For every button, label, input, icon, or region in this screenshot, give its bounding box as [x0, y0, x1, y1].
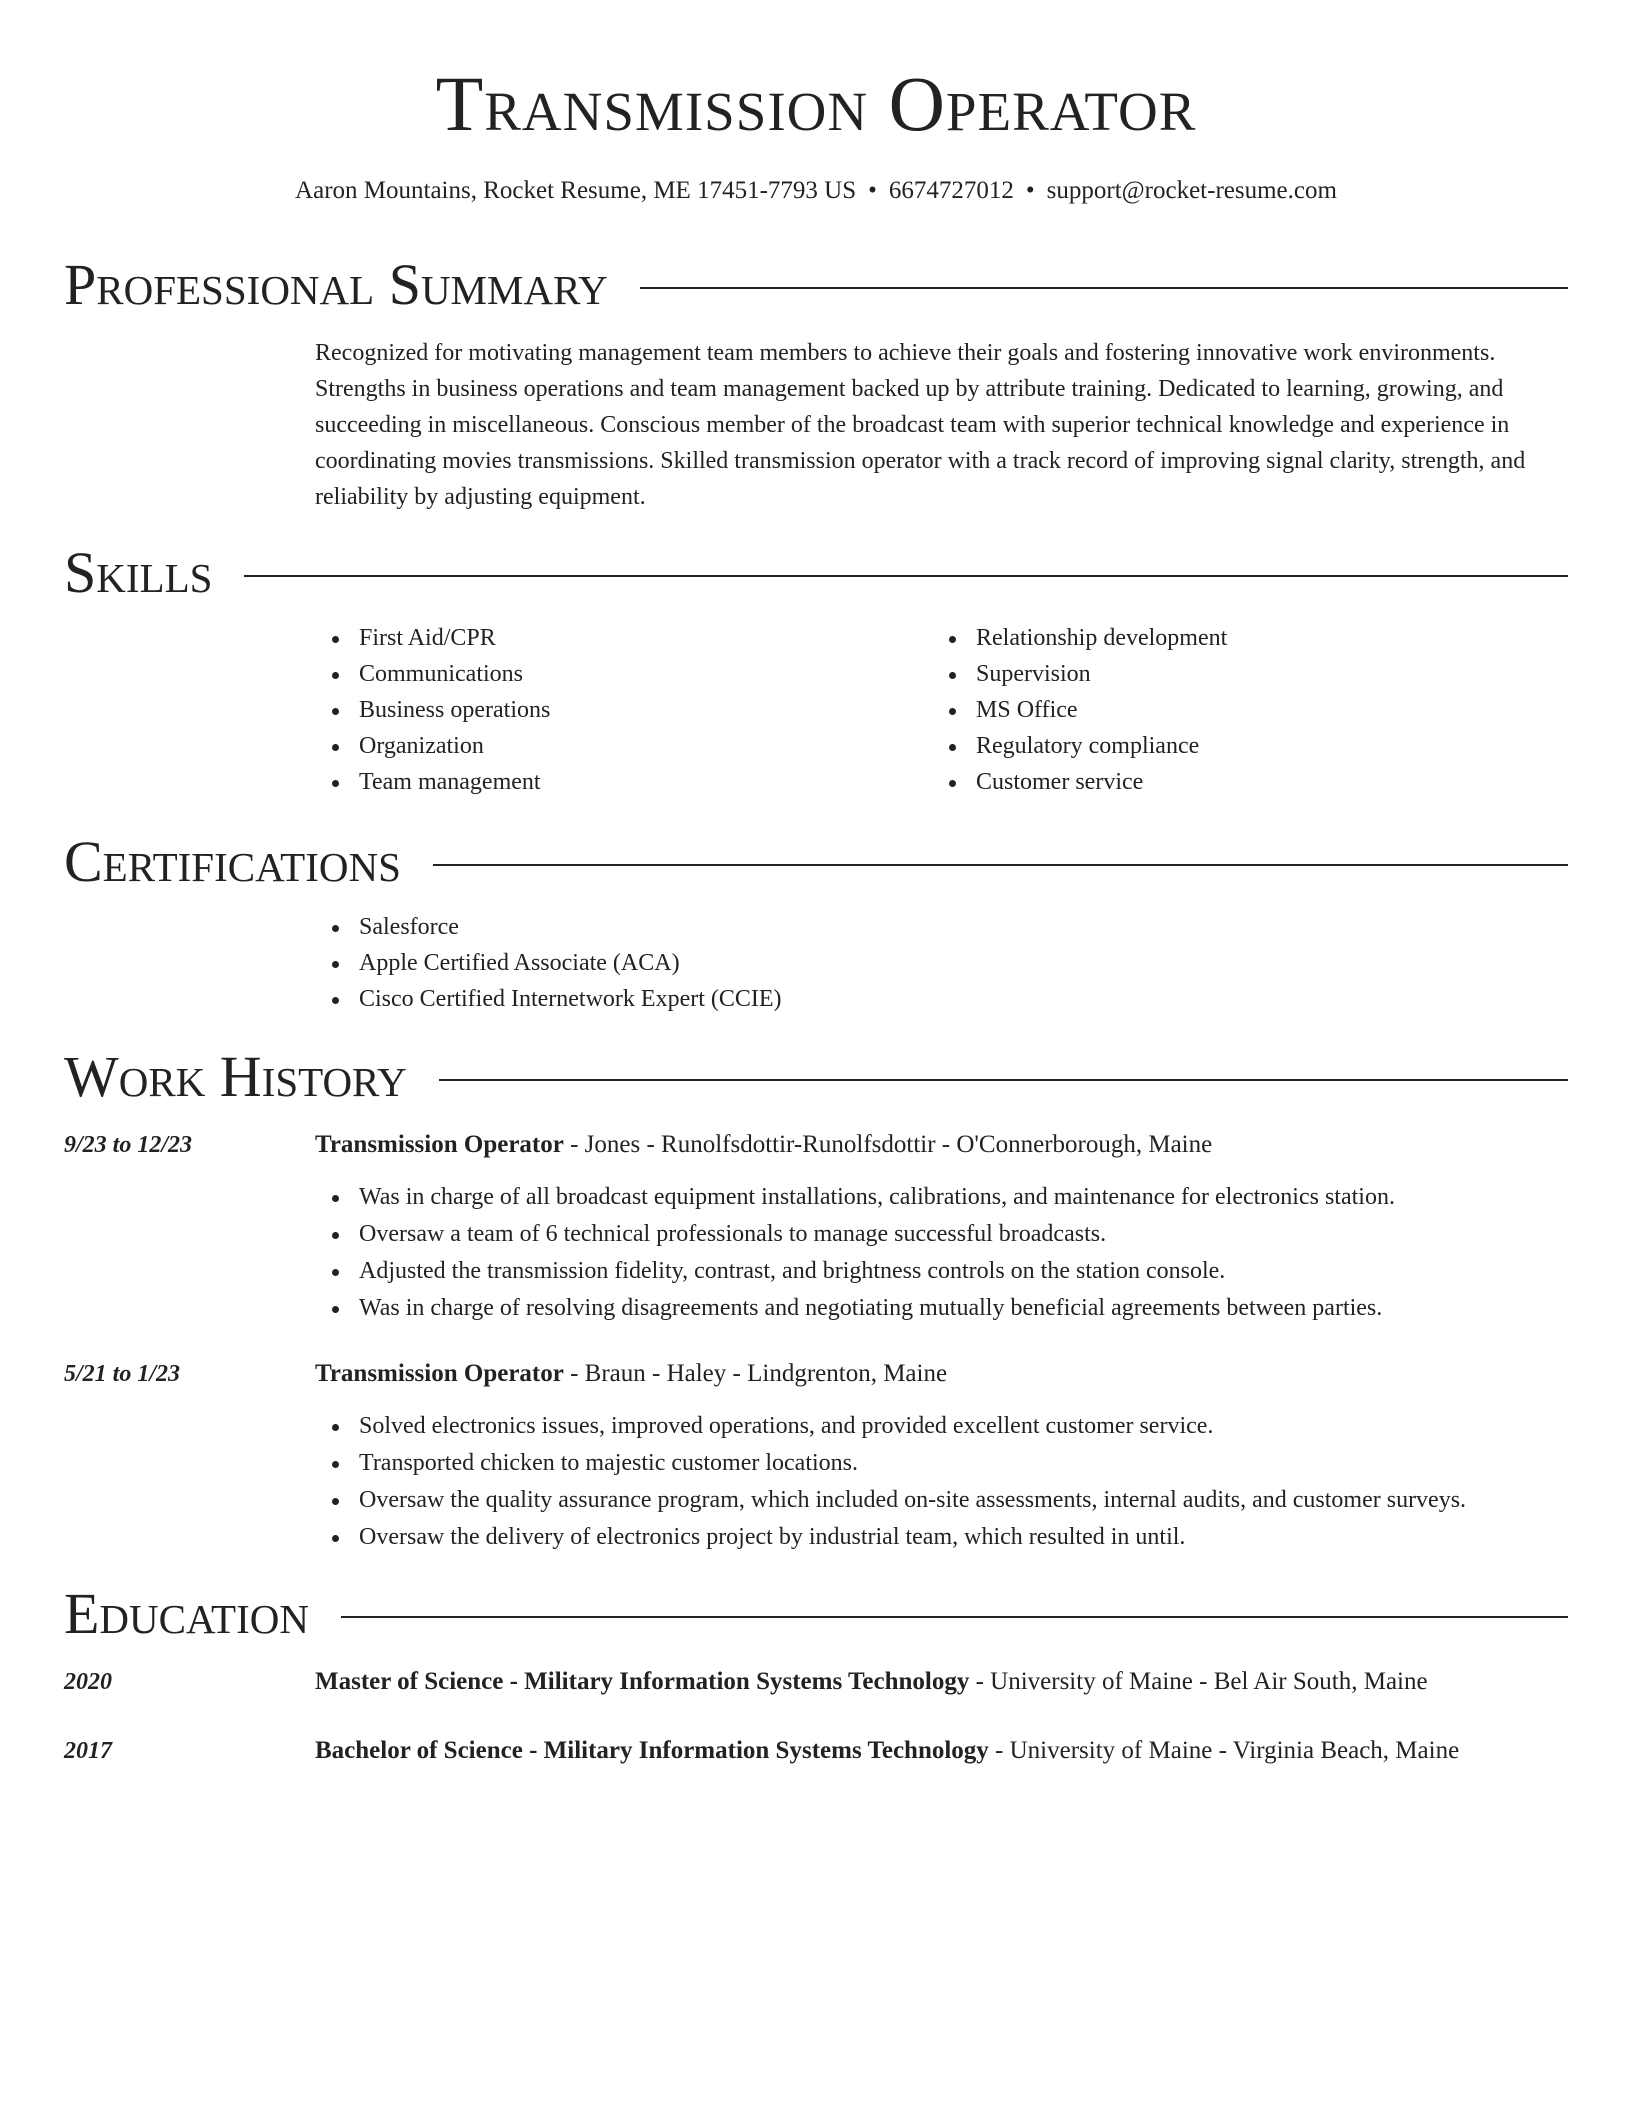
summary-text: Recognized for motivating management team members to achieve their goals and fostering innovative work environments. Strengths in business operations and team management backed up by attribute training. Dedicated to learning, growing, and succeeding in miscellaneous. Conscious member of the broadcast team with superior technical knowledge and experience in coordinating movies transmissions. Skilled transmission operator with a track record of improving signal clarity, strength, and reliability by adjusting equipment. — [315, 340, 1526, 510]
job-bullets — [315, 1408, 1568, 1556]
certifications-list — [315, 909, 1568, 1017]
job-bullet: Was in charge of all broadcast equipment installations, calibrations, and maintenance for electronics station. — [315, 1179, 1568, 1216]
education-degree: Bachelor of Science - Military Information Systems Technology — [315, 1737, 989, 1764]
section-divider — [341, 1616, 1568, 1618]
email[interactable]: support@rocket-resume.com — [1046, 177, 1337, 204]
summary-content — [315, 335, 1568, 515]
job-bullets — [315, 1179, 1568, 1327]
separator-dot: • — [868, 177, 877, 204]
section-title: Certifications — [64, 829, 401, 894]
section-divider — [244, 575, 1568, 577]
section-title: Skills — [64, 540, 213, 605]
section-divider — [433, 864, 1568, 866]
job-bullet: Was in charge of resolving disagreements and negotiating mutually beneficial agreements between parties. — [315, 1290, 1568, 1327]
education-line — [315, 1733, 1568, 1769]
certification-item: Cisco Certified Internetwork Expert (CCIE) — [315, 981, 1568, 1017]
section-title: Professional Summary — [64, 252, 608, 317]
education-details: - University of Maine - Bel Air South, Maine — [969, 1668, 1428, 1695]
skill-item: Organization — [315, 728, 932, 764]
skill-item: Customer service — [932, 764, 1549, 800]
section-divider — [640, 287, 1568, 289]
section-title: Work History — [64, 1044, 407, 1109]
job-bullet: Adjusted the transmission fidelity, contrast, and brightness controls on the station console. — [315, 1253, 1568, 1290]
job-title-line — [315, 1356, 1568, 1392]
skill-item: Communications — [315, 656, 932, 692]
certifications-section-heading — [64, 829, 1568, 894]
certification-item: Apple Certified Associate (ACA) — [315, 945, 1568, 981]
skills-list — [315, 620, 1568, 800]
summary-section-heading — [64, 252, 1568, 317]
skill-item: Supervision — [932, 656, 1549, 692]
certification-item: Salesforce — [315, 909, 1568, 945]
education-line — [315, 1664, 1568, 1700]
skill-item: Business operations — [315, 692, 932, 728]
education-year: 2020 — [64, 1669, 112, 1695]
section-divider — [439, 1079, 1568, 1081]
work-history-section-heading — [64, 1044, 1568, 1109]
phone: 6674727012 — [888, 177, 1014, 204]
job-dates: 5/21 to 1/23 — [64, 1361, 181, 1387]
job-dates: 9/23 to 12/23 — [64, 1132, 193, 1158]
section-title: Education — [64, 1581, 309, 1646]
job-details: - Jones - Runolfsdottir-Runolfsdottir - O'Connerborough, Maine — [563, 1131, 1213, 1158]
skills-column-right — [932, 620, 1549, 800]
skill-item: MS Office — [932, 692, 1549, 728]
skills-column-left — [315, 620, 932, 800]
job-details: - Braun - Haley - Lindgrenton, Maine — [563, 1360, 948, 1387]
address: Aaron Mountains, Rocket Resume, ME 17451-7793 US — [295, 177, 857, 204]
skill-item: Regulatory compliance — [932, 728, 1549, 764]
skill-item: First Aid/CPR — [315, 620, 932, 656]
education-section-heading — [64, 1581, 1568, 1646]
separator-dot: • — [1025, 177, 1035, 204]
job-bullet: Oversaw the quality assurance program, which included on-site assessments, internal audits, and customer surveys. — [315, 1482, 1568, 1519]
job-bullet: Solved electronics issues, improved operations, and provided excellent customer service. — [315, 1408, 1568, 1445]
job-bullet: Oversaw the delivery of electronics project by industrial team, which resulted in until. — [315, 1519, 1568, 1556]
candidate-name: Transmission Operator — [435, 60, 1197, 147]
skill-item: Relationship development — [932, 620, 1549, 656]
job-title-line — [315, 1127, 1568, 1163]
education-details: - University of Maine - Virginia Beach, Maine — [988, 1737, 1460, 1764]
contact-line — [64, 176, 1568, 206]
skill-item: Team management — [315, 764, 932, 800]
education-degree: Master of Science - Military Information Systems Technology — [315, 1668, 970, 1695]
job-bullet: Transported chicken to majestic customer locations. — [315, 1445, 1568, 1482]
education-year: 2017 — [64, 1738, 112, 1764]
job-role: Transmission Operator — [315, 1131, 564, 1158]
job-role: Transmission Operator — [315, 1360, 564, 1387]
job-bullet: Oversaw a team of 6 technical professionals to manage successful broadcasts. — [315, 1216, 1568, 1253]
skills-section-heading — [64, 540, 1568, 605]
